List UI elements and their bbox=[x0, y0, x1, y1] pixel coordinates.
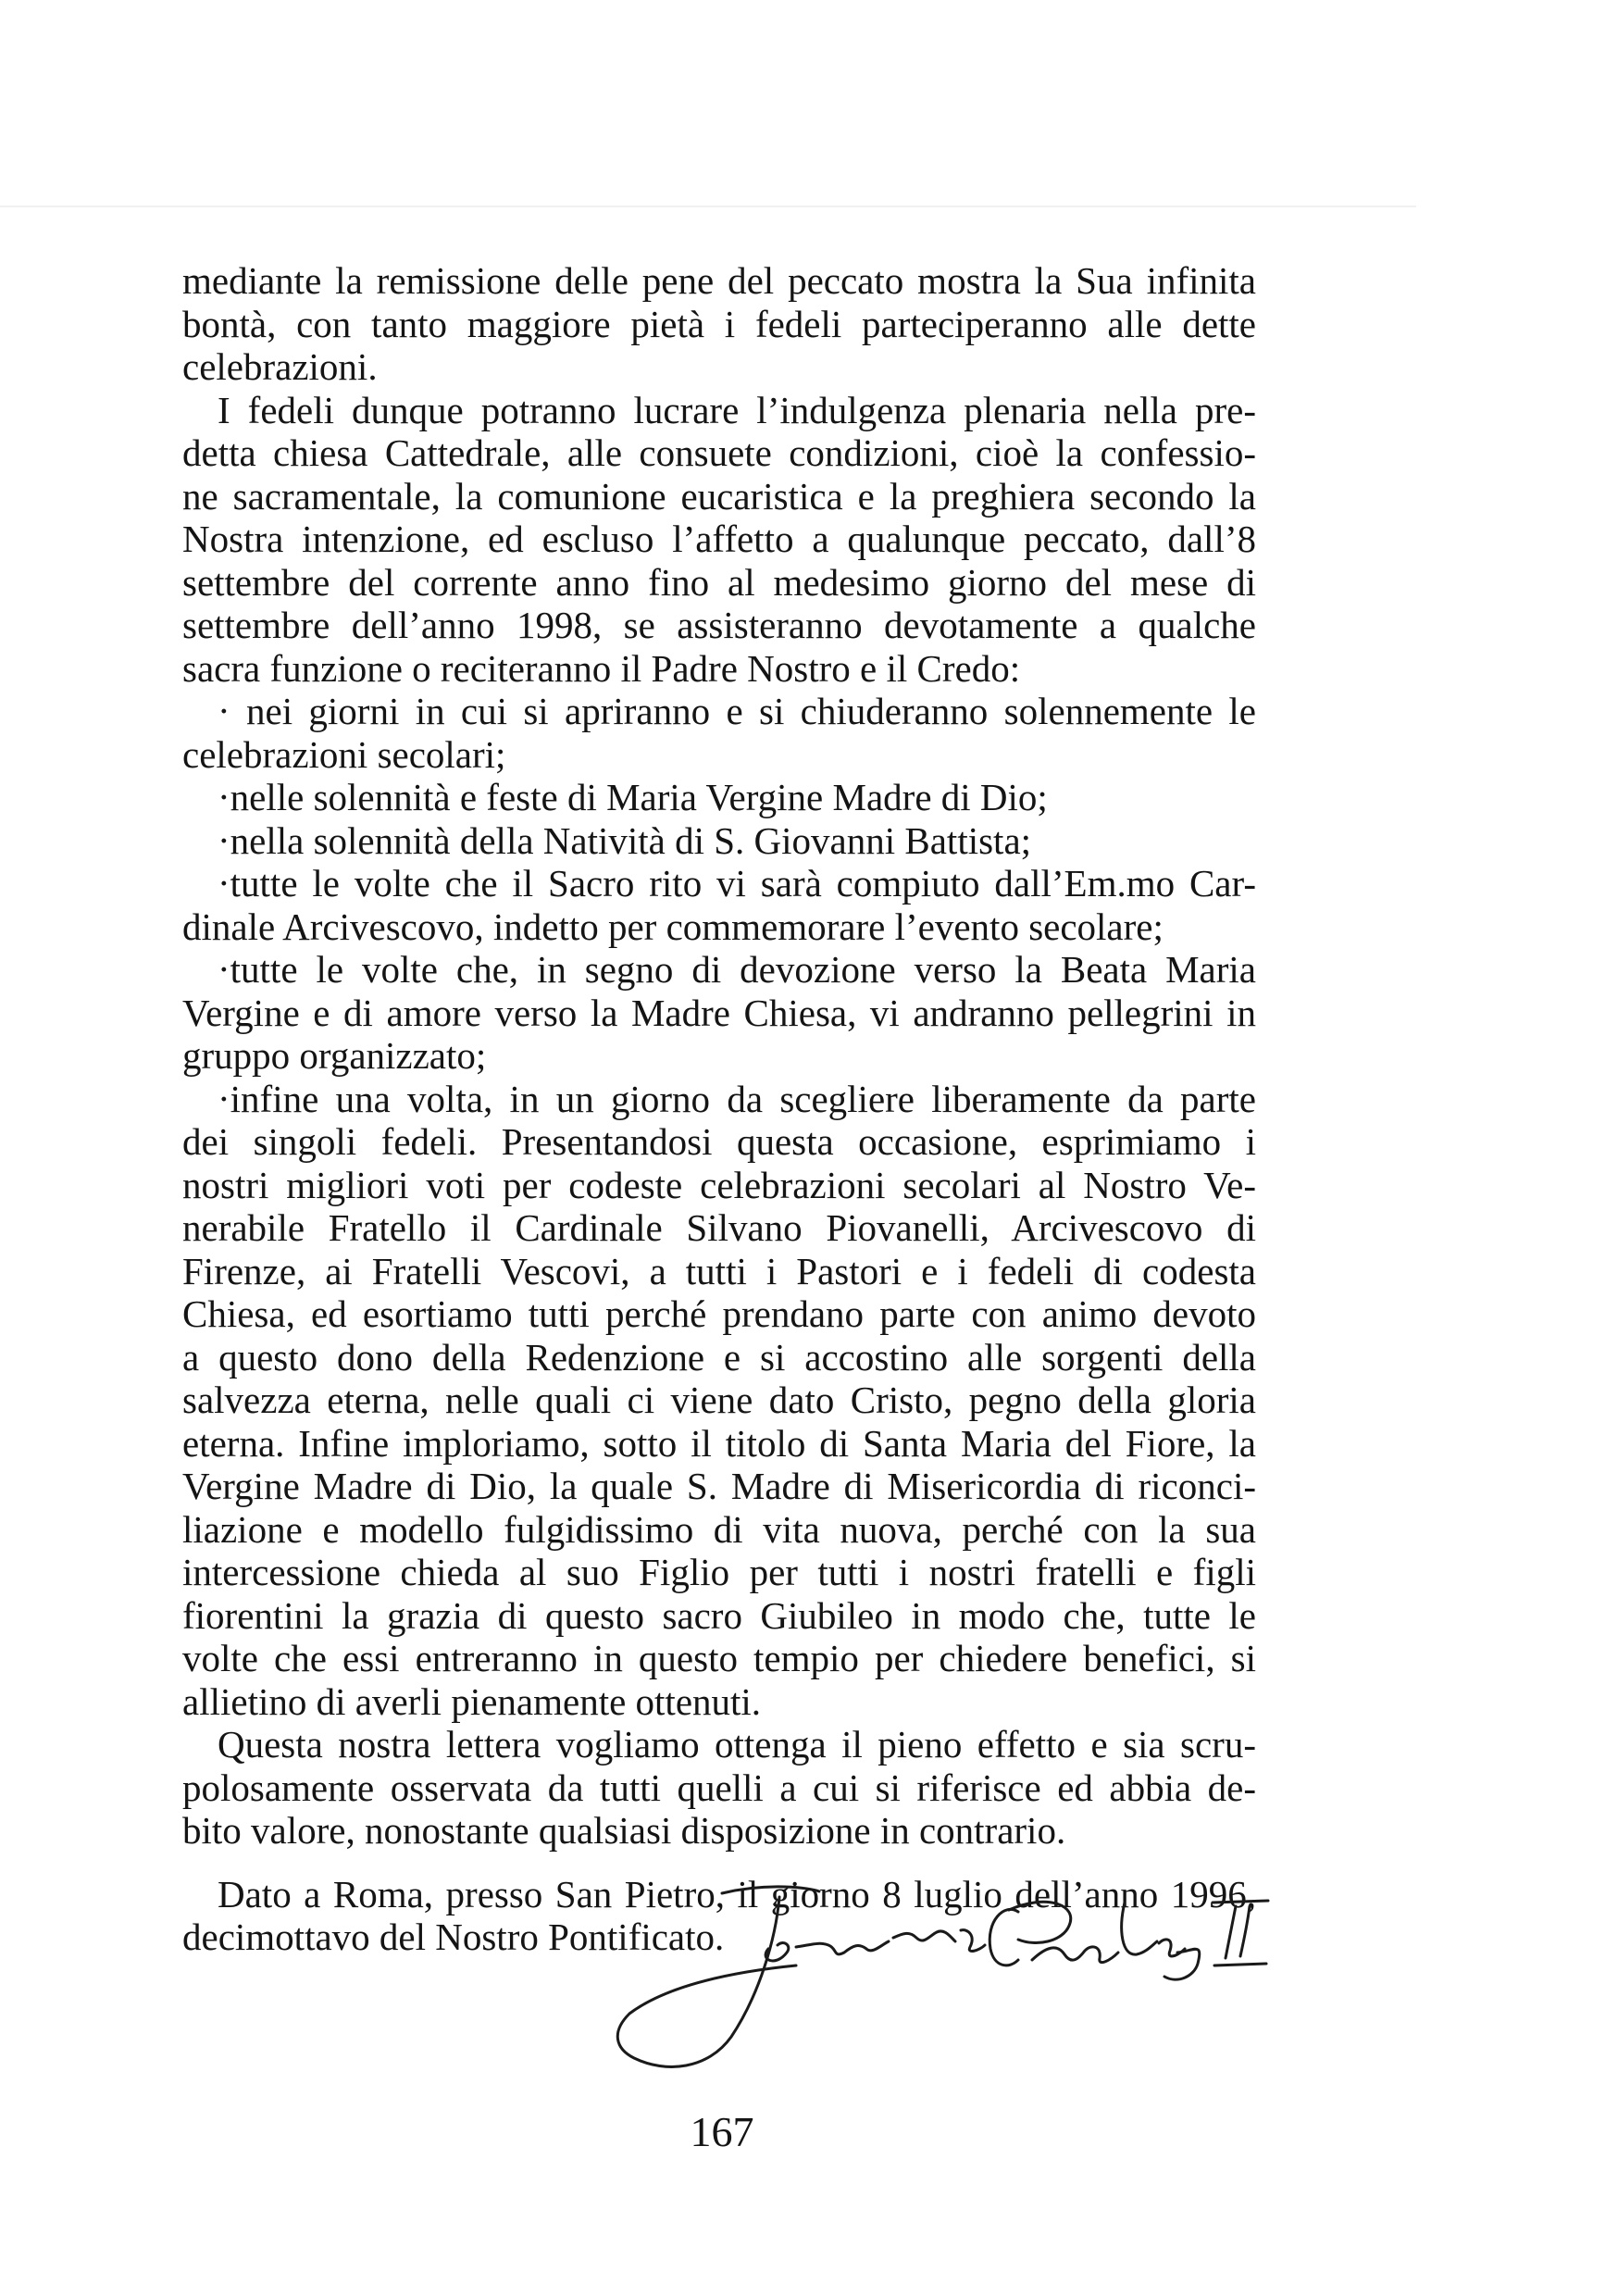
text-line: ·nelle solennità e feste di Maria Vergine Madre di Dio; bbox=[218, 776, 1048, 818]
text-line: a questo dono della Redenzione e si accostino alle sorgenti della bbox=[182, 1335, 1256, 1379]
text-line: sacra funzione o reciteranno il Padre Nostro e il Credo: bbox=[182, 646, 1021, 690]
text-line: eterna. Infine imploriamo, sotto il titolo di Santa Maria del Fiore, la bbox=[182, 1421, 1256, 1465]
text-line: bontà, con tanto maggiore pietà i fedeli parteciperanno alle dette bbox=[182, 302, 1256, 345]
text-line: Nostra intenzione, ed escluso l’affetto a qualunque peccato, dall’8 bbox=[182, 518, 1256, 560]
page-number: 167 bbox=[690, 2108, 754, 2155]
text-line: settembre del corrente anno fino al medesimo giorno del mese di bbox=[182, 560, 1256, 604]
paragraph-gap bbox=[182, 1853, 1256, 1873]
text-line: allietino di averli pienamente ottenuti. bbox=[182, 1679, 762, 1723]
text-line: ·tutte le volte che il Sacro rito vi sarà compiuto dall’Em.mo Car- bbox=[218, 862, 1256, 905]
text-line: polosamente osservata da tutti quelli a cui si riferisce ed abbia de- bbox=[182, 1766, 1256, 1809]
text-line: gruppo organizzato; bbox=[182, 1034, 487, 1077]
text-line: decimottavo del Nostro Pontificato. bbox=[182, 1915, 725, 1958]
text-line: nerabile Fratello il Cardinale Silvano Piovanelli, Arcivescovo di bbox=[182, 1206, 1256, 1249]
text-line: ·nella solennità della Natività di S. Giovanni Battista; bbox=[218, 818, 1032, 862]
text-line: nostri migliori voti per codeste celebrazioni secolari al Nostro Ve- bbox=[182, 1163, 1256, 1206]
text-line: Vergine Madre di Dio, la quale S. Madre di Misericordia di riconci- bbox=[182, 1465, 1256, 1507]
text-line: dei singoli fedeli. Presentandosi questa occasione, esprimiamo i bbox=[182, 1120, 1256, 1163]
text-line: salvezza eterna, nelle quali ci viene dato Cristo, pegno della gloria bbox=[182, 1379, 1256, 1421]
text-line: ne sacramentale, la comunione eucaristica e la preghiera secondo la bbox=[182, 474, 1256, 518]
text-line: fiorentini la grazia di questo sacro Giubileo in modo che, tutte le bbox=[182, 1593, 1256, 1637]
text-line: celebrazioni. bbox=[182, 345, 378, 388]
text-line: bito valore, nonostante qualsiasi disposizione in contrario. bbox=[182, 1809, 1066, 1852]
signature bbox=[611, 1884, 1277, 2074]
text-line: volte che essi entreranno in questo tempio per chiedere benefici, si bbox=[182, 1637, 1256, 1679]
text-line: · nei giorni in cui si apriranno e si chiuderanno solennemente le bbox=[218, 690, 1256, 732]
text-line: intercessione chieda al suo Figlio per tutti i nostri fratelli e figli bbox=[182, 1551, 1256, 1593]
text-line: Firenze, ai Fratelli Vescovi, a tutti i Pastori e i fedeli di codesta bbox=[182, 1249, 1256, 1292]
text-line: Dato a Roma, presso San Pietro, il giorno 8 luglio dell’anno 1996, bbox=[218, 1872, 1256, 1915]
text-line: I fedeli dunque potranno lucrare l’indulgenza plenaria nella pre- bbox=[218, 388, 1256, 431]
page-body bbox=[182, 259, 1256, 1959]
text-line: ·infine una volta, in un giorno da scegliere liberamente da parte bbox=[218, 1077, 1256, 1120]
text-line: Questa nostra lettera vogliamo ottenga il pieno effetto e sia scru- bbox=[218, 1723, 1256, 1766]
text-line: liazione e modello fulgidissimo di vita nuova, perché con la sua bbox=[182, 1507, 1256, 1551]
text-line: ·tutte le volte che, in segno di devozione verso la Beata Maria bbox=[218, 948, 1256, 991]
top-rule bbox=[0, 206, 1416, 207]
text-line: celebrazioni secolari; bbox=[182, 732, 506, 776]
text-line: dinale Arcivescovo, indetto per commemorare l’evento secolare; bbox=[182, 905, 1164, 948]
text-line: detta chiesa Cattedrale, alle consuete condizioni, cioè la confessio- bbox=[182, 431, 1256, 474]
text-line: Vergine e di amore verso la Madre Chiesa, vi andranno pellegrini in bbox=[182, 991, 1256, 1034]
text-line: settembre dell’anno 1998, se assisteranno devotamente a qualche bbox=[182, 604, 1256, 646]
text-line: Chiesa, ed esortiamo tutti perché prendano parte con animo devoto bbox=[182, 1292, 1256, 1335]
text-line: mediante la remissione delle pene del peccato mostra la Sua infinita bbox=[182, 259, 1256, 302]
